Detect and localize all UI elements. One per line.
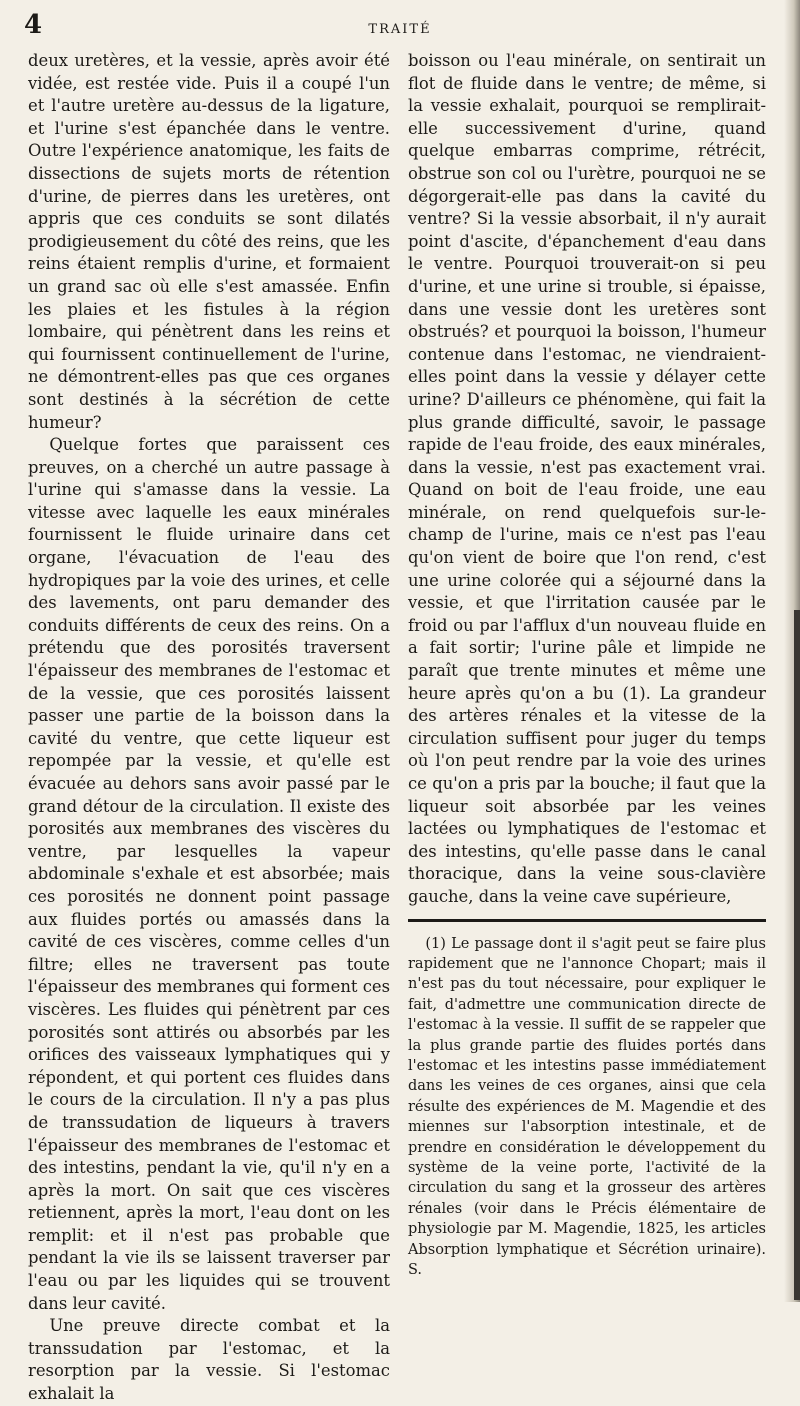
left-paragraph-1: deux uretères, et la vessie, après avoir été vidée, est restée vide. Puis il a coupé l'un et l'autre uretère au-dessus de la ligature, et l'urine s'est épanchée dans le ventre. Outre l'expérience anatomique, les faits de dissections de sujets morts de rétention d'urine, de pierres dans les uretères, ont appris que ces conduits se sont dilatés prodigieusement du côté des reins, que les reins étaient remplis d'urine, et formaient un grand sac où elle s'est amassée. Enfin les plaies et les fistules à la région lombaire, qui pénètrent dans les reins et qui fournissent continuellement de l'urine, ne démontrent-elles pas que ces organes sont destinés à la sécrétion de cette humeur? <box>28 51 390 432</box>
page-number: 4 <box>24 10 43 40</box>
right-paragraph-1: boisson ou l'eau minérale, on sentirait un flot de fluide dans le ventre; de même, si la vessie exhalait, pourquoi se remplirait-elle successivement d'urine, quand quelque embarras comprime, rétrécit, obstrue son col ou l'urètre, pourquoi ne se dégorgerait-elle pas dans la cavité du ventre? Si la vessie absorbait, il n'y aurait point d'ascite, d'épanchement d'eau dans le ventre. Pourquoi trouverait-on si peu d'urine, et une urine si trouble, si épaisse, dans une vessie dont les uretères sont obstrués? et pourquoi la boisson, l'humeur contenue dans l'estomac, ne viendraient-elles point dans la vessie y délayer cette urine? D'ailleurs ce phénomène, qui fait la plus grande difficulté, savoir, le passage rapide de l'eau froide, des eaux minérales, dans la vessie, n'est pas exactement vrai. Quand on boit de l'eau froide, une eau minérale, on rend quelquefois sur-le-champ de l'urine, mais ce n'est pas l'eau qu'on vient de boire que l'on rend, c'est une urine colorée qui a séjourné dans la vessie, et que l'irritation causée par le froid ou par l'afflux d'un nouveau fluide en a fait sortir; l'urine pâle et limpide ne paraît que trente minutes et même une heure après qu'on a bu (1). La grandeur des artères rénales et la vitesse de la circulation suffisent pour juger du temps où l'on peut rendre par la voie des urines ce qu'on a pris par la bouche; il faut que la liqueur soit absorbée par les veines lactées ou lymphatiques de l'estomac et des intestins, qu'elle passe dans le canal thoracique, dans la veine sous-clavière gauche, dans la veine cave supérieure, <box>408 51 766 906</box>
right-column <box>408 50 766 1280</box>
footnote: (1) Le passage dont il s'agit peut se faire plus rapidement que ne l'annonce Chopart; mais il n'est pas du tout nécessaire, pour expliquer le fait, d'admettre une communication directe de l'estomac à la vessie. Il suffit de se rappeler que la plus grande partie des fluides portés dans l'estomac et les intestins passe immédiatement dans les veines de ces organes, ainsi que cela résulte des expériences de M. Magendie et des miennes sur l'absorption intestinale, et de prendre en considération le développement du système de la veine porte, l'activité de la circulation du sang et la grosseur des artères rénales (voir dans le Précis élémentaire de physiologie par M. Magendie, 1825, les articles Absorption lymphatique et Sécrétion urinaire). S. <box>408 935 766 1279</box>
left-paragraph-2: Quelque fortes que paraissent ces preuves, on a cherché un autre passage à l'urine qui s'amasse dans la vessie. La vitesse avec laquelle les eaux minérales fournissent le fluide urinaire dans cet organe, l'évacuation de l'eau des hydropiques par la voie des urines, et celle des lavements, ont paru demander des conduits différents de ceux des reins. On a prétendu que des porosités traversent l'épaisseur des membranes de l'estomac et de la vessie, que ces porosités laissent passer une partie de la boisson dans la cavité du ventre, que cette liqueur est repompée par la vessie, et qu'elle est évacuée au dehors sans avoir passé par le grand détour de la circulation. Il existe des porosités aux membranes des viscères du ventre, par lesquelles la vapeur abdominale s'exhale et est absorbée; mais ces porosités ne donnent point passage aux fluides portés ou amassés dans la cavité de ces viscères, comme celles d'un filtre; elles ne traversent pas toute l'épaisseur des membranes qui forment ces viscères. Les fluides qui pénètrent par ces porosités sont attirés ou absorbés par les orifices des vaisseaux lymphatiques qui y répondent, et qui portent ces fluides dans le cours de la circulation. Il n'y a pas plus de transsudation de liqueurs à travers l'épaisseur des membranes de l'estomac et des intestins, pendant la vie, qu'il n'y en a après la mort. On sait que ces viscères retiennent, après la mort, l'eau dont on les remplit: et il n'est pas probable que pendant la vie ils se laissent traverser par l'eau ou par les liquides qui se trouvent dans leur cavité. <box>28 435 390 1313</box>
running-head: TRAITÉ <box>368 22 432 37</box>
left-column <box>28 50 390 1406</box>
binding-edge <box>794 610 800 1300</box>
footnote-divider <box>408 919 766 922</box>
left-paragraph-3: Une preuve directe combat et la transsudation par l'estomac, et la resorption par la vessie. Si l'estomac exhalait la <box>28 1316 390 1404</box>
